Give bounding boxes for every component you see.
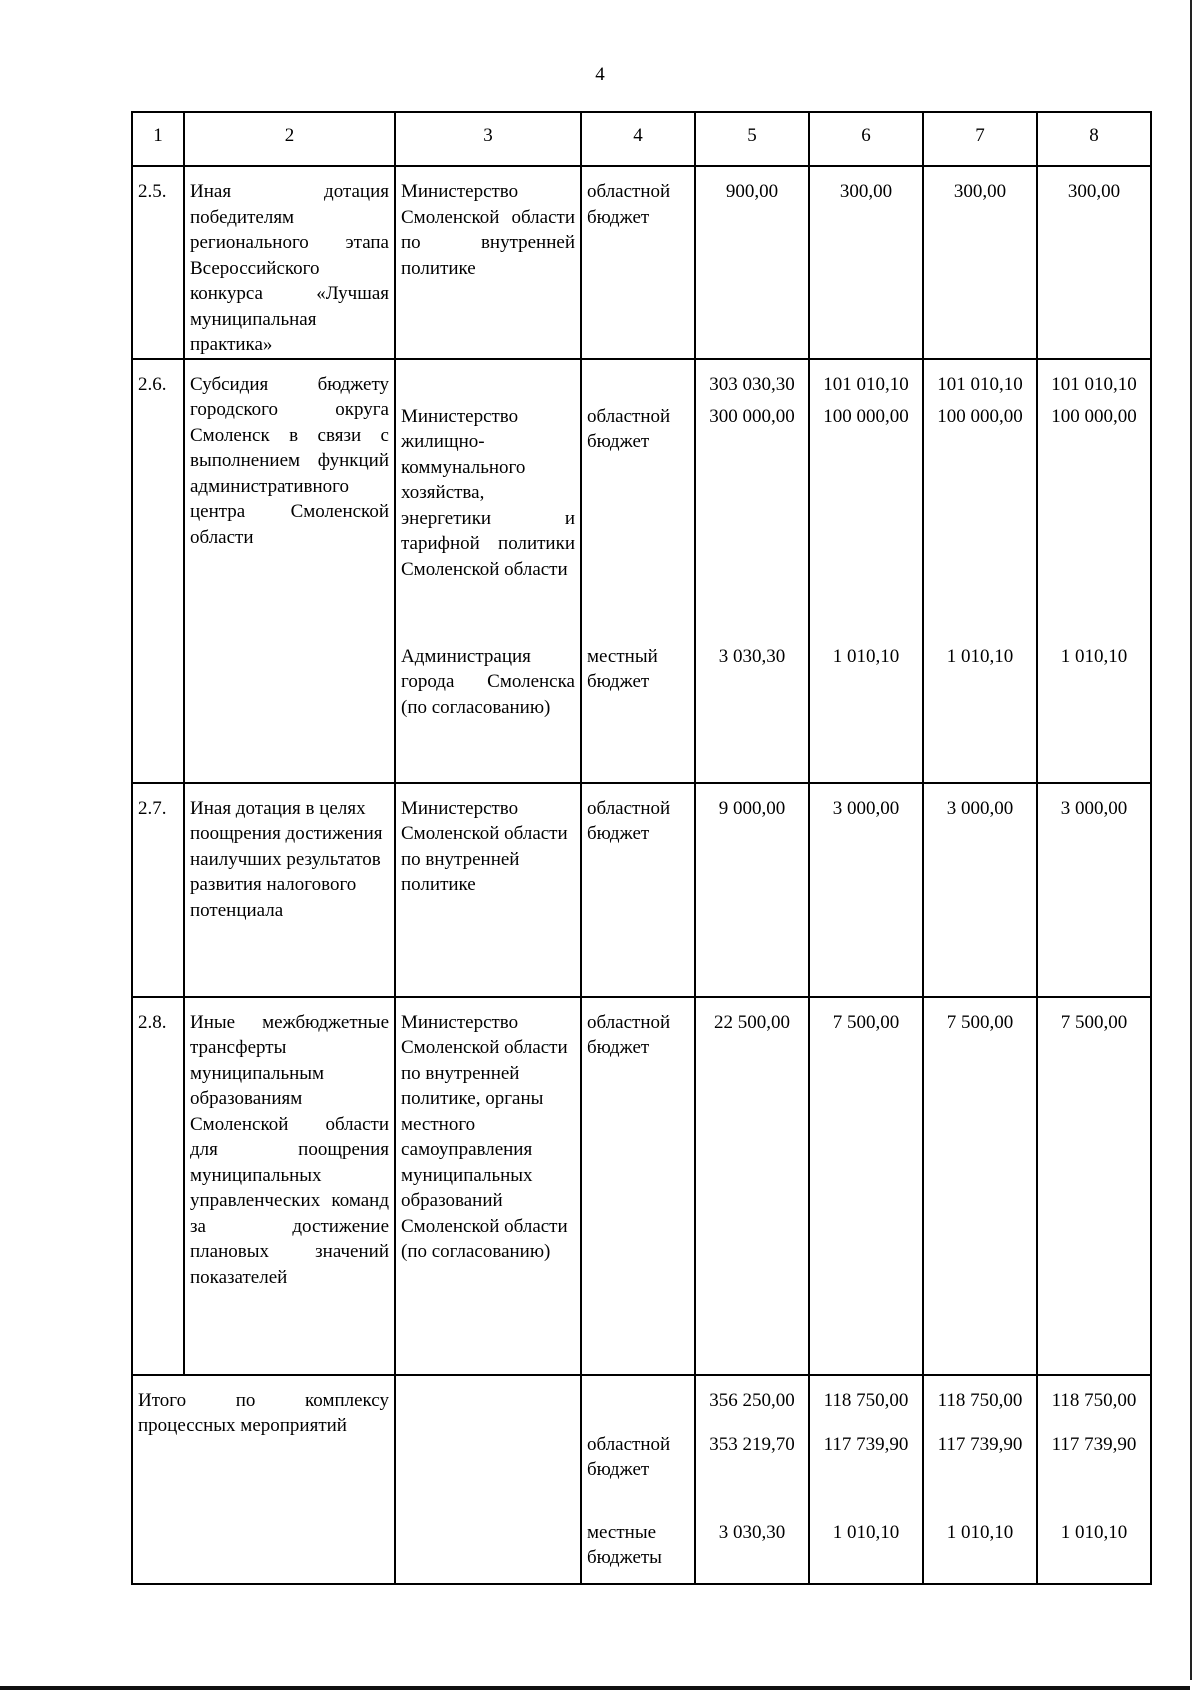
value-col-5: 22 500,00 <box>695 997 809 1375</box>
total-value-local: 3 030,30 <box>718 1521 786 1543</box>
header-cell-1: 1 <box>132 112 184 166</box>
row-number: 2.7. <box>132 783 184 997</box>
value-col-7: 3 000,00 <box>923 783 1037 997</box>
table-row-2-7 <box>132 783 1151 997</box>
value-regional: 100 000,00 <box>823 405 909 427</box>
page-bottom-border <box>0 1686 1190 1690</box>
total-col-6-group <box>809 1375 923 1584</box>
value-col-5: 9 000,00 <box>695 783 809 997</box>
total-value-regional: 117 739,90 <box>937 1433 1023 1455</box>
value-local: 1 010,10 <box>1060 645 1128 667</box>
value-local: 3 030,30 <box>718 645 786 667</box>
total-col-7-group <box>923 1375 1037 1584</box>
value-regional: 300 000,00 <box>709 405 795 427</box>
value-total: 101 010,10 <box>937 373 1023 395</box>
value-col-7: 7 500,00 <box>923 997 1037 1375</box>
total-source-local: местные бюджеты <box>587 1521 662 1568</box>
header-cell-5: 5 <box>695 112 809 166</box>
total-executor-empty <box>395 1375 581 1584</box>
total-label: Итого по комплексу процессных мероприятий <box>132 1375 395 1584</box>
value-col-8: 300,00 <box>1037 166 1151 359</box>
executor-regional: Министерство жилищно-коммунального хозяйства, энергетики и тарифной политики Смоленской области <box>401 405 575 580</box>
funding-source: областной бюджет <box>581 783 695 997</box>
measure-name: Иные межбюджетные трансферты муниципальным образованиям Смоленской области для поощрения муниципальных управленческих команд за достижение плановых значений показателей <box>184 997 395 1375</box>
value-col-6: 7 500,00 <box>809 997 923 1375</box>
funding-source: областной бюджет <box>581 997 695 1375</box>
total-value-regional: 353 219,70 <box>709 1433 795 1455</box>
header-cell-2: 2 <box>184 112 395 166</box>
total-value-local: 1 010,10 <box>946 1521 1014 1543</box>
total-value-all: 118 750,00 <box>937 1389 1023 1411</box>
value-total: 101 010,10 <box>823 373 909 395</box>
executor-group <box>395 359 581 783</box>
value-col-6-group <box>809 359 923 783</box>
header-cell-6: 6 <box>809 112 923 166</box>
value-col-8-group <box>1037 359 1151 783</box>
value-local: 1 010,10 <box>832 645 900 667</box>
total-value-local: 1 010,10 <box>1060 1521 1128 1543</box>
executor: Министерство Смоленской области по внутренней политике <box>395 166 581 359</box>
value-col-7-group <box>923 359 1037 783</box>
measure-name: Субсидия бюджету городского округа Смоленск в связи с выполнением функций административного центра Смоленской области <box>184 359 395 783</box>
value-col-5: 900,00 <box>695 166 809 359</box>
total-value-all: 118 750,00 <box>1051 1389 1137 1411</box>
measure-name: Иная дотация победителям регионального этапа Всероссийского конкурса «Лучшая муниципальная практика» <box>184 166 395 359</box>
row-number: 2.6. <box>132 359 184 783</box>
budget-table <box>131 111 1152 1585</box>
table-row-2-8 <box>132 997 1151 1375</box>
page-number: 4 <box>595 64 605 85</box>
value-col-8: 3 000,00 <box>1037 783 1151 997</box>
header-cell-8: 8 <box>1037 112 1151 166</box>
value-col-5-group <box>695 359 809 783</box>
executor: Министерство Смоленской области по внутренней политике, органы местного самоуправления муниципальных образований Смоленской области (по согласованию) <box>395 997 581 1375</box>
row-number: 2.5. <box>132 166 184 359</box>
funding-source: областной бюджет <box>581 166 695 359</box>
funding-source-local: местный бюджет <box>587 645 658 692</box>
executor: Министерство Смоленской области по внутренней политике <box>395 783 581 997</box>
total-col-8-group <box>1037 1375 1151 1584</box>
funding-source-group <box>581 359 695 783</box>
header-cell-4: 4 <box>581 112 695 166</box>
total-source-regional: областной бюджет <box>587 1433 671 1480</box>
executor-local: Администрация города Смоленска (по согласованию) <box>401 645 575 718</box>
total-value-all: 118 750,00 <box>823 1389 909 1411</box>
value-col-6: 300,00 <box>809 166 923 359</box>
row-number: 2.8. <box>132 997 184 1375</box>
header-cell-7: 7 <box>923 112 1037 166</box>
value-col-8: 7 500,00 <box>1037 997 1151 1375</box>
total-value-local: 1 010,10 <box>832 1521 900 1543</box>
table-row-2-5 <box>132 166 1151 359</box>
total-source-group <box>581 1375 695 1584</box>
total-value-all: 356 250,00 <box>709 1389 795 1411</box>
table-row-total <box>132 1375 1151 1584</box>
value-total: 101 010,10 <box>1051 373 1137 395</box>
value-regional: 100 000,00 <box>1051 405 1137 427</box>
table-row-2-6 <box>132 359 1151 783</box>
value-col-7: 300,00 <box>923 166 1037 359</box>
page-right-border <box>1190 0 1192 1680</box>
total-value-regional: 117 739,90 <box>823 1433 909 1455</box>
value-col-6: 3 000,00 <box>809 783 923 997</box>
value-total: 303 030,30 <box>709 373 795 395</box>
value-regional: 100 000,00 <box>937 405 1023 427</box>
total-col-5-group <box>695 1375 809 1584</box>
value-local: 1 010,10 <box>946 645 1014 667</box>
total-value-regional: 117 739,90 <box>1051 1433 1137 1455</box>
header-cell-3: 3 <box>395 112 581 166</box>
table-header-row <box>132 112 1151 166</box>
measure-name: Иная дотация в целях поощрения достижения наилучших результатов развития налогового потенциала <box>184 783 395 997</box>
funding-source-regional: областной бюджет <box>587 405 671 452</box>
